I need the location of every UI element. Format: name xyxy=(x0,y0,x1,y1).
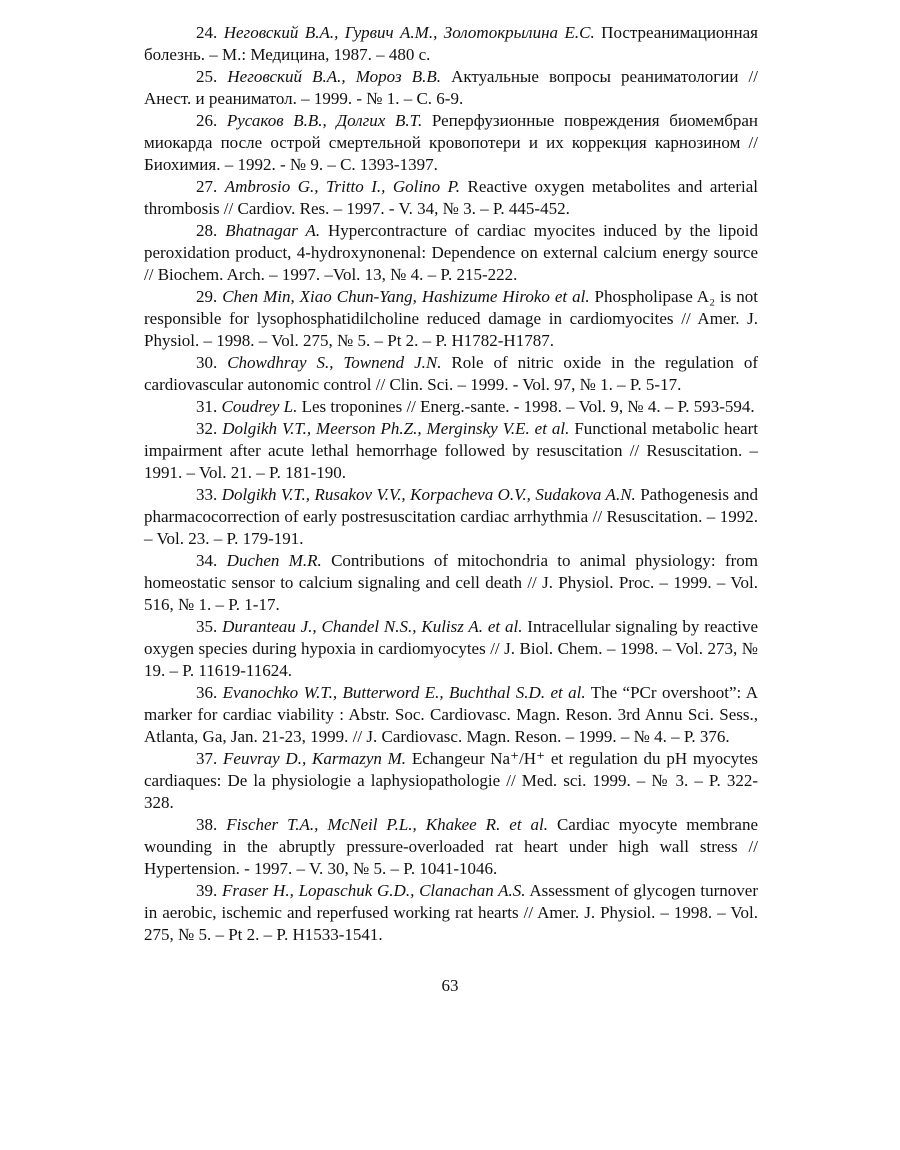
reference-authors: Dolgikh V.T., Rusakov V.V., Korpacheva O.V., Sudakova A.N. xyxy=(221,485,636,504)
reference-text: Les troponines // Energ.-sante. - 1998. – Vol. 9, № 4. – P. 593-594. xyxy=(297,397,755,416)
reference-number: 32. xyxy=(196,419,218,438)
reference-item xyxy=(144,814,758,880)
reference-text: Role of nitric oxide in the regulation of cardiovascular autonomic control // Clin. Sci. – 1999. - Vol. 97, № 1. – P. 5-17. xyxy=(144,353,758,394)
reference-text: The “PCr overshoot”: A marker for cardiac viability : Abstr. Soc. Cardiovasc. Magn. Reson. 3rd Annu Sci. Sess., Atlanta, Ga, Jan. 21-23, 1999. // J. Cardiovasc. Magn. Reson. – 1999. – № 4. – P. 376. xyxy=(144,683,758,746)
reference-item xyxy=(144,352,758,396)
reference-authors: Bhatnagar A. xyxy=(225,221,321,240)
reference-number: 30. xyxy=(196,353,218,372)
reference-number: 24. xyxy=(196,23,218,42)
reference-text: Реперфузионные повреждения биомембран миокарда после острой смертельной кровопотери и их коррекция карнозином // Биохимия. – 1992. - № 9. – С. 1393-1397. xyxy=(144,111,758,174)
reference-authors: Fischer T.A., McNeil P.L., Khakee R. et al. xyxy=(226,815,548,834)
reference-authors: Duchen M.R. xyxy=(226,551,322,570)
reference-number: 34. xyxy=(196,551,218,570)
reference-item xyxy=(144,220,758,286)
reference-authors: Chen Min, Xiao Chun-Yang, Hashizume Hiroko et al. xyxy=(222,287,590,306)
reference-authors: Evanochko W.T., Butterword E., Buchthal S.D. et al. xyxy=(222,683,586,702)
reference-number: 37. xyxy=(196,749,218,768)
reference-text: Phospholipase A₂ is not responsible for lysophosphatidilcholine reduced damage in cardiomyocites // Amer. J. Physiol. – 1998. – Vol. 275, № 5. – Pt 2. – P. H1782-H1787. xyxy=(144,287,758,350)
reference-text: Echangeur Na⁺/H⁺ et regulation du pH myocytes cardiaques: De la physiologie a laphysiopathologie // Med. sci. 1999. – № 3. – P. 322-328. xyxy=(144,749,759,812)
reference-text: Intracellular signaling by reactive oxygen species during hypoxia in cardiomyocytes // J. Biol. Chem. – 1998. – Vol. 273, № 19. – P. 11619-11624. xyxy=(144,617,758,680)
reference-number: 29. xyxy=(196,287,218,306)
reference-item xyxy=(144,484,758,550)
reference-authors: Fraser H., Lopaschuk G.D., Clanachan A.S. xyxy=(222,881,526,900)
reference-number: 36. xyxy=(196,683,218,702)
reference-text: Reactive oxygen metabolites and arterial thrombosis // Cardiov. Res. – 1997. - V. 34, № 3. – P. 445-452. xyxy=(144,177,759,218)
reference-item xyxy=(144,176,758,220)
reference-number: 39. xyxy=(196,881,218,900)
reference-text: Contributions of mitochondria to animal physiology: from homeostatic sensor to calcium signaling and cell death // J. Physiol. Proc. – 1999. – Vol. 516, № 1. – P. 1-17. xyxy=(144,551,758,614)
reference-authors: Русаков В.В., Долгих В.Т. xyxy=(226,111,423,130)
page-number: 63 xyxy=(441,976,459,995)
reference-text: Pathogenesis and pharmacocorrection of early postresuscitation cardiac arrhythmia // Resuscitation. – 1992. – Vol. 23. – P. 179-191. xyxy=(144,485,758,548)
reference-item xyxy=(144,682,758,748)
reference-item xyxy=(144,396,758,418)
reference-authors: Неговский В.А., Гурвич А.М., Золотокрылина Е.С. xyxy=(223,23,595,42)
reference-number: 33. xyxy=(196,485,218,504)
reference-item xyxy=(144,286,758,352)
reference-text: Functional metabolic heart impairment after acute lethal hemorrhage followed by resuscitation // Resuscitation. – 1991. – Vol. 21. – P. 181-190. xyxy=(144,419,759,482)
reference-authors: Неговский В.А., Мороз В.В. xyxy=(227,67,441,86)
reference-authors: Chowdhray S., Townend J.N. xyxy=(227,353,442,372)
reference-text: Assessment of glycogen turnover in aerobic, ischemic and reperfused working rat hearts // Amer. J. Physiol. – 1998. – Vol. 275, № 5. – Pt 2. – P. H1533-1541. xyxy=(144,881,759,944)
reference-authors: Coudrey L. xyxy=(221,397,298,416)
reference-item xyxy=(144,110,758,176)
reference-item xyxy=(144,22,758,66)
reference-number: 38. xyxy=(196,815,218,834)
reference-text: Hypercontracture of cardiac myocites induced by the lipoid peroxidation product, 4-hydroxynonenal: Dependence on external calcium energy source // Biochem. Arch. – 1997. –Vol. 13, № 4. – P. 215-222. xyxy=(144,221,758,284)
reference-number: 31. xyxy=(196,397,218,416)
reference-number: 27. xyxy=(196,177,218,196)
reference-text: Актуальные вопросы реаниматологии // Анест. и реаниматол. – 1999. - № 1. – С. 6-9. xyxy=(144,67,758,108)
reference-item xyxy=(144,66,758,110)
reference-number: 35. xyxy=(196,617,218,636)
reference-text: Cardiac myocyte membrane wounding in the abruptly pressure-overloaded rat heart under high wall stress // Hypertension. - 1997. – V. 30, № 5. – P. 1041-1046. xyxy=(144,815,759,878)
reference-authors: Ambrosio G., Tritto I., Golino P. xyxy=(224,177,461,196)
reference-authors: Dolgikh V.T., Meerson Ph.Z., Merginsky V.E. et al. xyxy=(222,419,570,438)
reference-text: Постреанимационная болезнь. – М.: Медицина, 1987. – 480 с. xyxy=(144,23,758,64)
reference-authors: Duranteau J., Chandel N.S., Kulisz A. et al. xyxy=(222,617,523,636)
reference-number: 26. xyxy=(196,111,218,130)
reference-item xyxy=(144,550,758,616)
reference-authors: Feuvray D., Karmazyn M. xyxy=(223,749,407,768)
reference-list xyxy=(144,22,758,946)
reference-number: 25. xyxy=(196,67,218,86)
reference-item xyxy=(144,748,758,814)
reference-number: 28. xyxy=(196,221,218,240)
reference-item xyxy=(144,616,758,682)
reference-item xyxy=(144,880,758,946)
reference-item xyxy=(144,418,758,484)
